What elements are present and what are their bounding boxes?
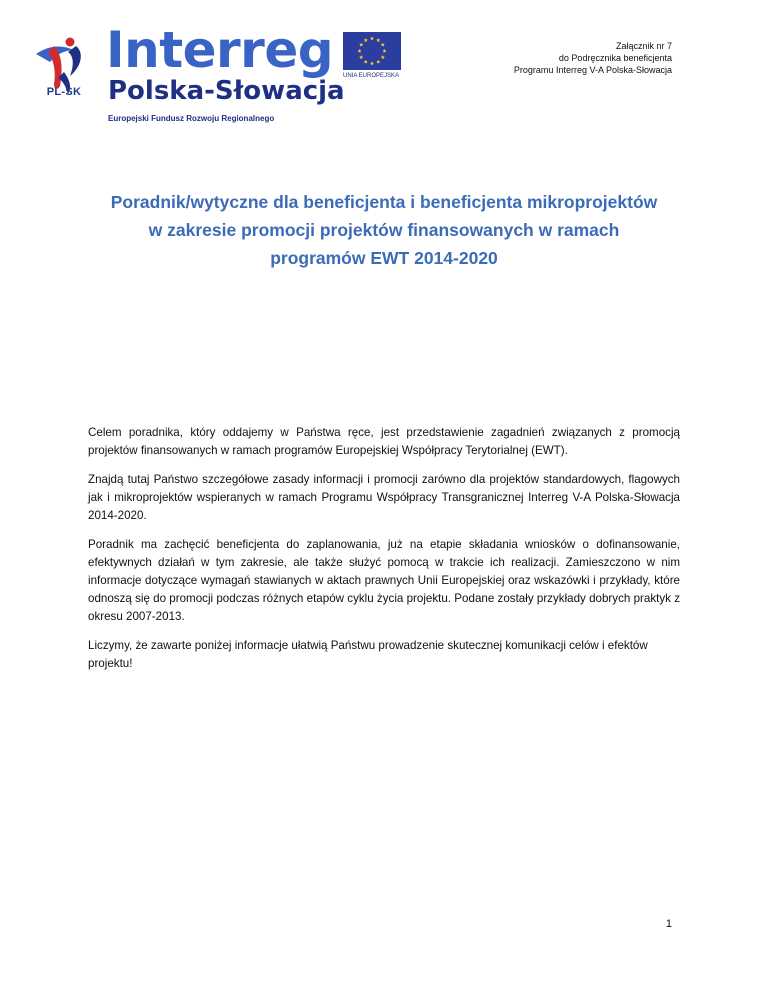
body-paragraph: Znajdą tutaj Państwo szczegółowe zasady informacji i promocji zarówno dla projektów standardowych, flagowych jak i mikroprojektów wspieranych w ramach Programu Współpracy Transgranicznej Interreg V-A Polska-Słowacja 2014-2020. — [88, 473, 680, 522]
document-body — [88, 424, 680, 684]
document-title — [70, 188, 698, 272]
brand-name: Interreg — [106, 21, 334, 79]
eu-flag-icon — [343, 32, 401, 70]
body-paragraph: Poradnik ma zachęcić beneficjenta do zaplanowania, już na etapie składania wniosków o dofinansowanie, efektywnych działań w tym zakresie, ale także służyć pomocą w trakcie ich realizacji. Zamieszczono w nim informacje dotyczące wymagań stawianych w aktach prawnych Unii Europejskiej oraz wskazówki i przykłady, które odnoszą się do promocji podczas różnych etapów cyklu życia projektu. Podane zostały przykłady dobrych praktyk z okresu 2007-2013. — [88, 538, 680, 623]
brand-region: Polska-Słowacja — [108, 76, 345, 106]
title-line: w zakresie promocji projektów finansowanych w ramach — [148, 220, 620, 240]
title-line: programów EWT 2014-2020 — [270, 248, 498, 268]
body-paragraph: Liczymy, że zawarte poniżej informacje ułatwią Państwu prowadzenie skutecznej komunikacji celów i efektów projektu! — [88, 639, 648, 670]
logo-code-label: PL-SK — [46, 86, 82, 98]
annex-line: Załącznik nr 7 — [615, 41, 672, 51]
annex-reference — [514, 40, 672, 76]
annex-line: do Podręcznika beneficjenta — [558, 53, 672, 63]
brand-fund: Europejski Fundusz Rozwoju Regionalnego — [108, 114, 275, 123]
page-number: 1 — [665, 918, 672, 930]
title-line: Poradnik/wytyczne dla beneficjenta i beneficjenta mikroprojektów — [110, 192, 658, 212]
annex-line: Programu Interreg V-A Polska-Słowacja — [513, 65, 672, 75]
body-paragraph: Celem poradnika, który oddajemy w Państwa ręce, jest przedstawienie zagadnień związanych z promocją projektów finansowanych w ramach programów Europejskiej Współpracy Terytorialnej (EWT). — [88, 426, 680, 457]
eu-label: UNIA EUROPEJSKA — [343, 73, 400, 79]
